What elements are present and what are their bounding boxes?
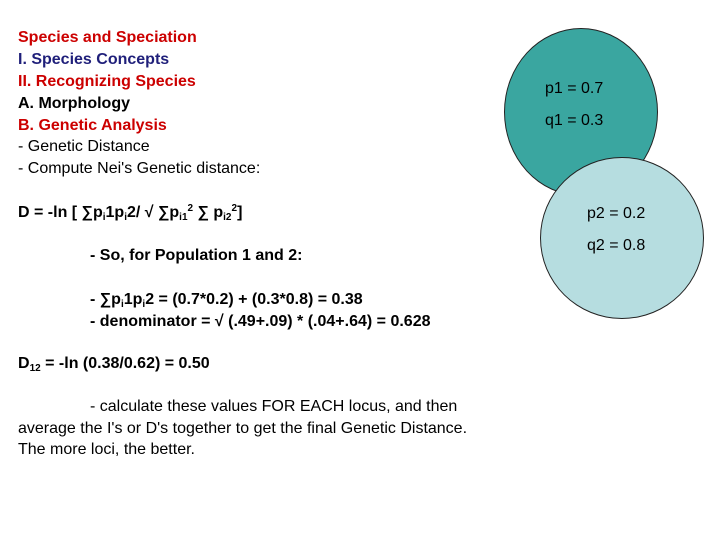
nei-formula (18, 203, 242, 223)
sum-prefix: - ∑p (90, 291, 121, 308)
sum-rest: 2 = (0.7*0.2) + (0.3*0.8) = 0.38 (145, 291, 363, 308)
d12-sub: 12 (29, 363, 41, 374)
formula-sub-i4: i2 (223, 212, 232, 223)
so-population-line: - So, for Population 1 and 2: (90, 247, 303, 264)
population-2-q: q2 = 0.8 (587, 237, 646, 254)
formula-part2: 2/ √ ∑p (126, 204, 180, 221)
formula-part3: ∑ p (193, 204, 224, 221)
formula-sup-2b: 2 (231, 203, 238, 214)
formula-sub-i3: i1 (179, 212, 188, 223)
d12-prefix: D (18, 355, 30, 372)
formula-part1: 1p (105, 204, 125, 221)
population-2-p: p2 = 0.2 (587, 205, 646, 222)
population-1-q: q1 = 0.3 (545, 112, 604, 129)
d12-line (18, 354, 210, 374)
formula-prefix: D = -ln [ ∑p (18, 204, 103, 221)
d12-rest: = -ln (0.38/0.62) = 0.50 (40, 355, 210, 372)
subsection-genetic-analysis: B. Genetic Analysis (18, 117, 167, 134)
explanation-paragraph (18, 396, 498, 461)
bullet-compute-nei: - Compute Nei's Genetic distance: (18, 160, 261, 177)
formula-suffix: ] (237, 204, 243, 221)
formula-sup-2a: 2 (187, 203, 194, 214)
section-recognizing-species: II. Recognizing Species (18, 73, 196, 90)
population-1-p: p1 = 0.7 (545, 80, 604, 97)
paragraph-rest: then average the I's or D's together to get the final Genetic Distance. The more loci, the better. (18, 398, 468, 458)
sum-sub2: i (142, 299, 146, 310)
formula-sub-i1: i (102, 212, 106, 223)
sum-line (90, 290, 363, 310)
formula-sub-i2: i (124, 212, 127, 223)
population-2-circle (540, 157, 704, 319)
slide-title: Species and Speciation (18, 29, 197, 46)
denominator-line: - denominator = √ (.49+.09) * (.04+.64) = 0.628 (90, 313, 431, 330)
bullet-genetic-distance: - Genetic Distance (18, 138, 150, 155)
section-species-concepts: I. Species Concepts (18, 51, 170, 68)
sum-sub1: i (120, 299, 124, 310)
subsection-morphology: A. Morphology (18, 95, 130, 112)
paragraph-first-line: - calculate these values FOR EACH locus, and (90, 398, 422, 415)
sum-mid: 1p (123, 291, 143, 308)
